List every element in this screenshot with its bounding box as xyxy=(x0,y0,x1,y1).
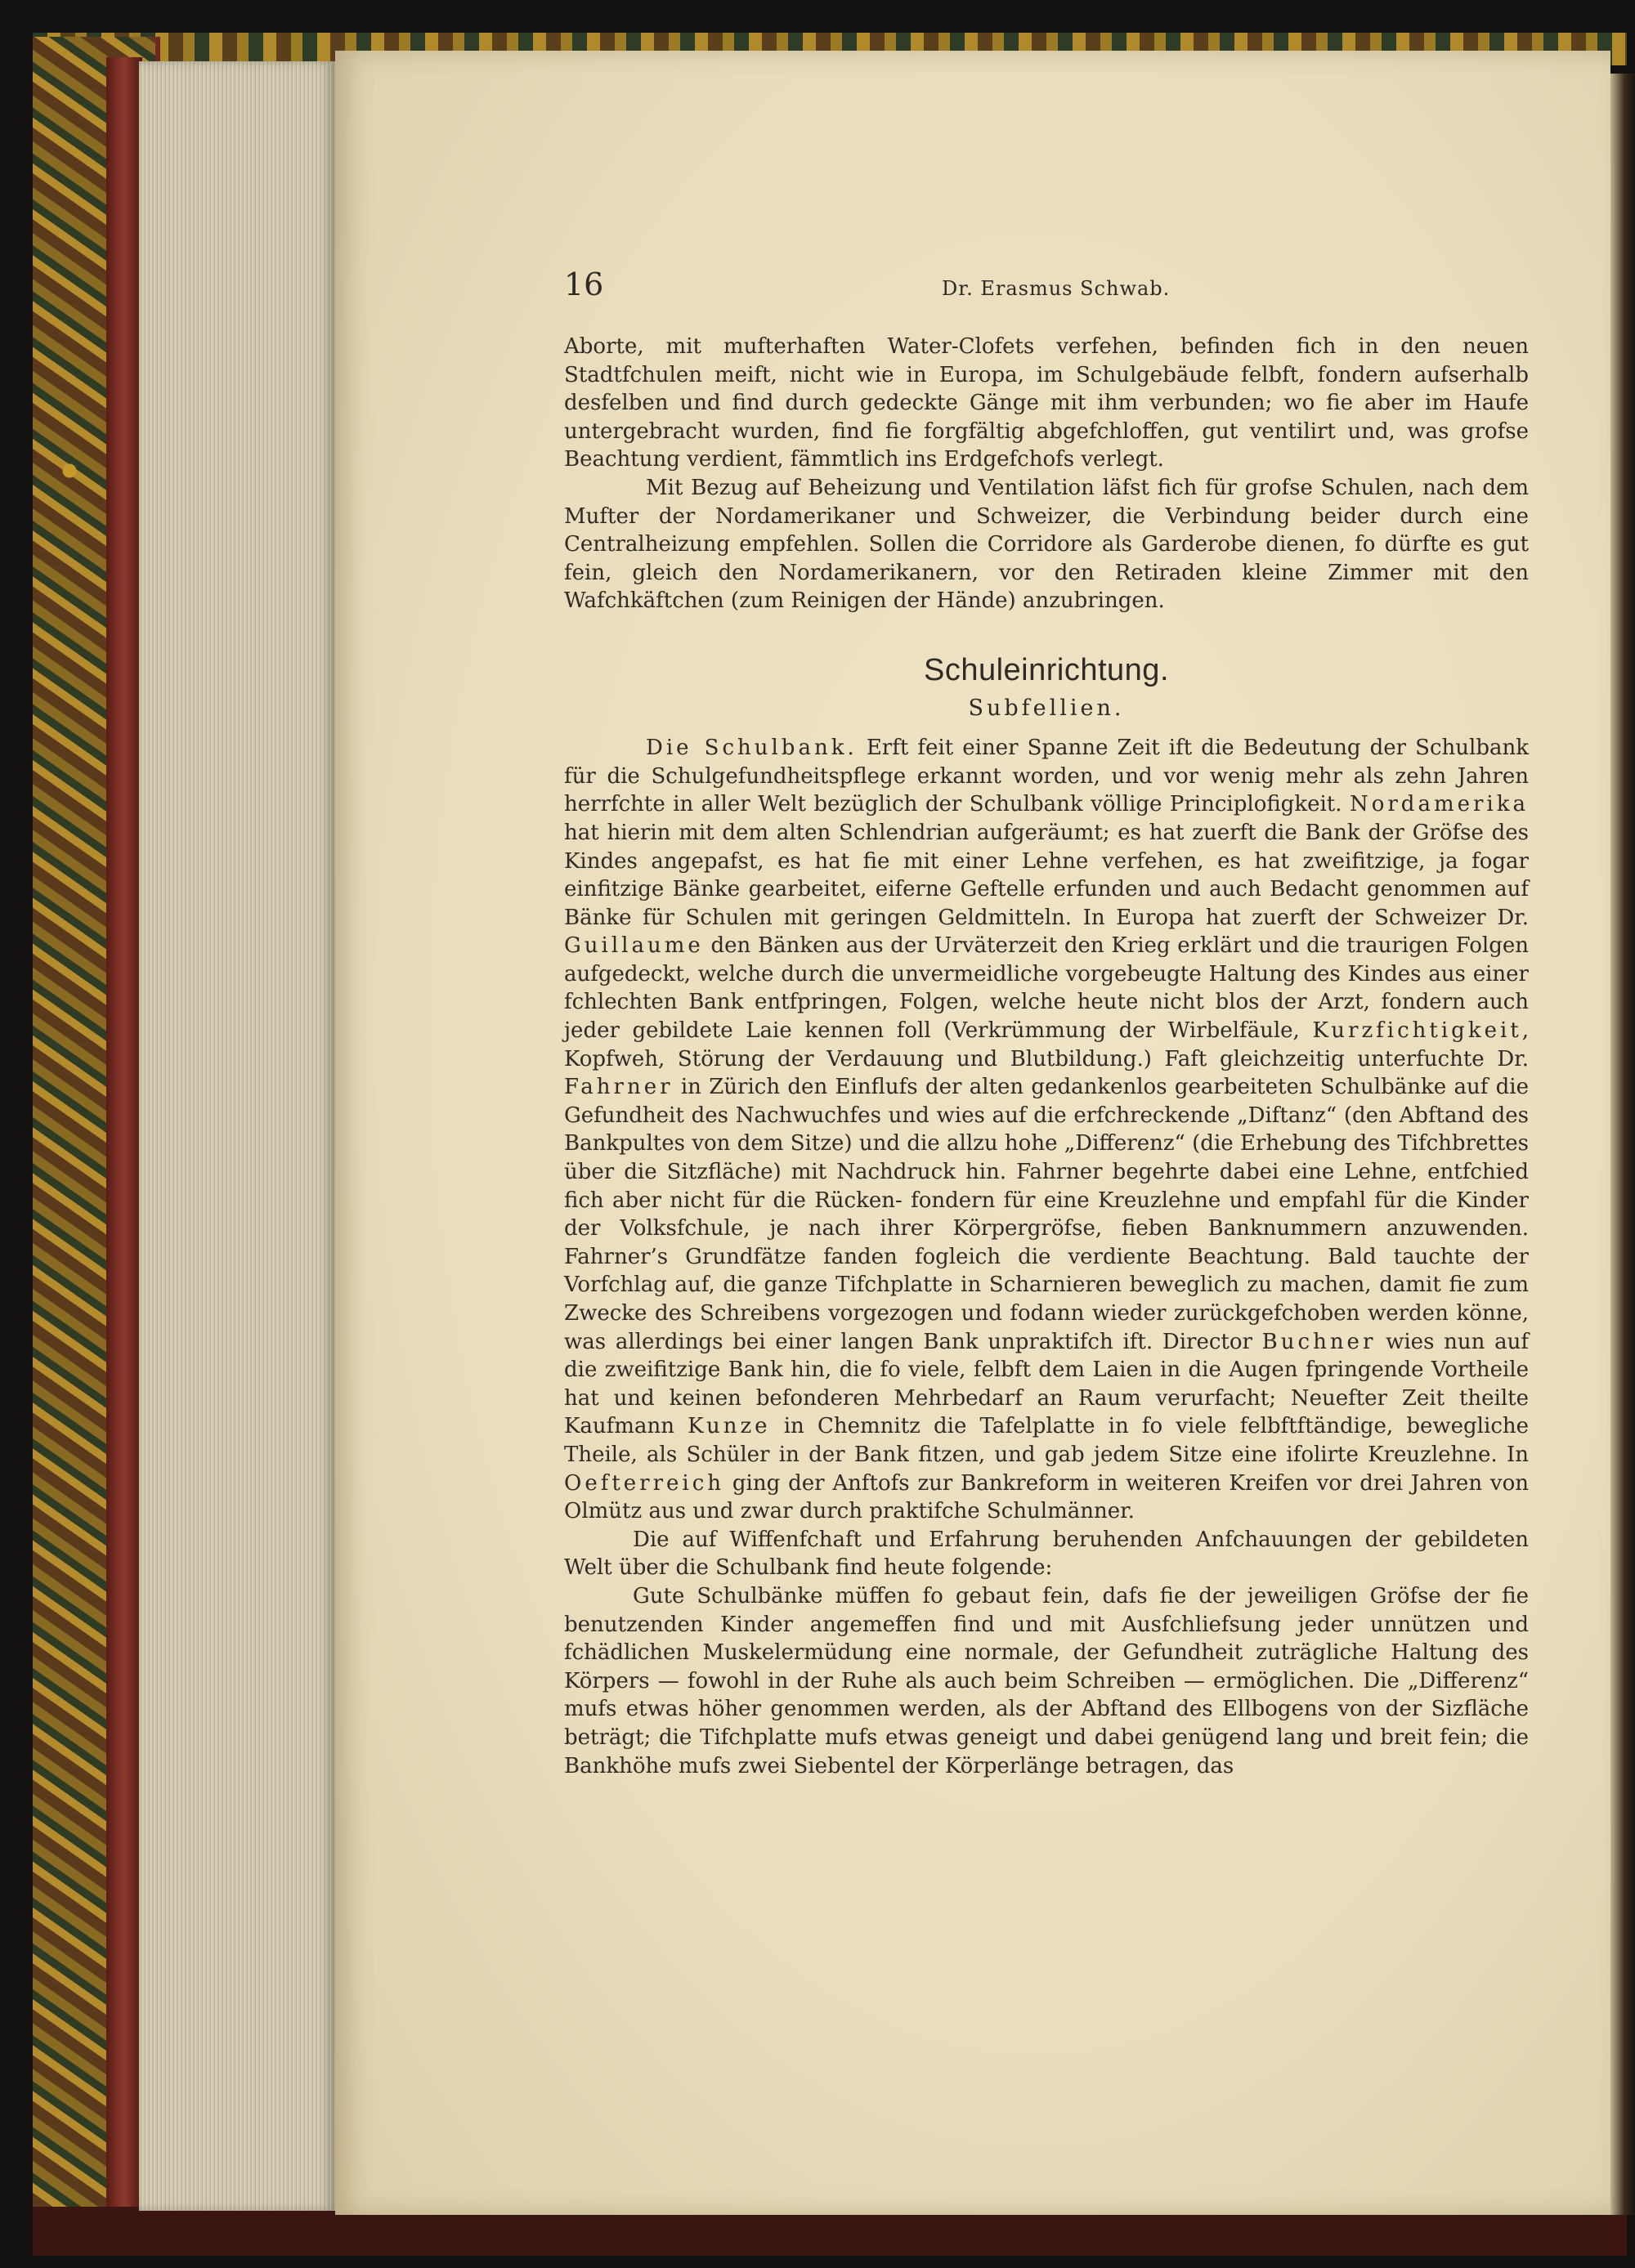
intro-paragraph-2: Mit Bezug auf Beheizung und Ventilation läfst fich für grofse Schulen, nach dem Mufter der Nordamerikaner und Schweizer, die Verbindung beider durch eine Centralheizung empfehlen. Sollen die Corridore als Garderobe dienen, fo dürfte es gut fein, gleich den Nordamerikanern, vor den Retiraden kleine Zimmer mit den Wafchkäftchen (zum Reinigen der Hände) anzubringen. xyxy=(564,475,1529,614)
spaced-name: Oefterreich xyxy=(564,1470,725,1496)
main-paragraph-1 xyxy=(564,734,1529,1526)
text-run: wies nun auf die zweifitzige Bank hin, die fo viele, felbft dem Laien in die Augen fpringende Vortheile hat und keinen befonderen Mehrbedarf an Raum verurfacht; Neuefter Zeit theilte Kaufmann xyxy=(564,1329,1529,1439)
text-run: Erft feit einer Spanne Zeit ift die Bedeutung der Schulbank für die Schulgefundheitspflege erkannt worden, und vor wenig mehr als zehn Jahren herrfchte in aller Welt bezüglich der Schulbank völlige Principlofigkeit. xyxy=(564,736,1530,817)
spaced-name: Fahrner xyxy=(564,1075,674,1100)
book-spine xyxy=(106,57,142,2215)
text-run: in Zürich den Einflufs der alten gedankenlos gearbeiteten Schulbänke auf die Gefundheit des Nachwuchfes und wies auf die erfchreckende „Diftanz“ (den Abftand des Bankpultes von dem Sitze) und die allzu hohe „Differenz“ (die Erhebung des Tifchbrettes über die Sitzfläche) mit Nachdruck hin. Fahrner begehrte dabei eine Lehne, entfchied fich aber nicht für die Rücken- fondern für eine Kreuzlehne und empfahl für die Kinder der Volksfchule, je nach ihrer Körpergröfse, fieben Banknummern anzuwenden. Fahrner’s Grundfätze fanden fogleich die verdiente Beachtung. Bald tauchte der Vorfchlag auf, die ganze Tifchplatte in Scharnieren beweglich zu machen, damit fie zum Zwecke des Schreibens vorgezogen und fodann wieder zurückgefchoben werden könne, was allerdings bei einer langen Bank unpraktifch ift. Director xyxy=(564,1075,1529,1354)
right-page-edge xyxy=(1609,74,1635,2215)
text-run: den Bänken aus der Urväterzeit den Krieg erklärt und die traurigen Folgen aufgedeckt, welche durch die unvermeidliche vorgebeugte Haltung des Kindes aus einer fchlechten Bank entfpringen, Folgen, welche heute nicht blos der Arzt, fondern auch jeder gebildete Laie kennen foll (Verkrümmung der Wirbelfäule, xyxy=(564,933,1529,1044)
spaced-name: Kunze xyxy=(688,1414,771,1439)
intro-paragraph-1: Aborte, mit mufterhaften Water-Clofets verfehen, befinden fich in den neuen Stadtfchulen meift, nicht wie in Europa, im Schulgebäude felbft, fondern aufserhalb desfelben und find durch gedeckte Gänge mit ihm verbunden; wo fie aber im Haufe untergebracht wurden, find fie forgfältig abgefchloffen, gut ventilirt und, was grofse Beachtung verdient, fämmtlich ins Erdgefchofs verlegt. xyxy=(564,334,1529,472)
section-subtitle: Subfellien. xyxy=(968,695,1125,721)
text-run: , Kopfweh, Störung der Verdauung und Blutbildung.) Faft gleichzeitig unterfuchte Dr. xyxy=(564,1018,1529,1071)
section-title: Schuleinrichtung. xyxy=(923,652,1169,687)
running-head: Dr. Erasmus Schwab. xyxy=(942,277,1171,300)
main-paragraph-3: Gute Schulbänke müffen fo gebaut fein, dafs fie der jeweiligen Gröfse der fie benutzenden Kinder angemeffen find und mit Ausfchliefsung jeder unnützen und fchädlichen Muskelermüdung eine normale, der Gefundheit zuträgliche Haltung des Körpers — fowohl in der Ruhe als auch beim Schreiben — ermöglichen. Die „Differenz“ mufs etwas höher genommen werden, als der Abftand des Ellbogens von der Sizfläche beträgt; die Tifchplatte mufs etwas geneigt und dabei genügend lang und breit fein; die Bankhöhe mufs zwei Siebentel der Körperlänge betragen, das xyxy=(564,1583,1529,1778)
text-run: in Chemnitz die Tafelplatte in fo viele felbftftändige, bewegliche Theile, als Schüler in der Bank fitzen, und gab jedem Sitze eine ifolirte Kreuzlehne. In xyxy=(564,1414,1530,1467)
page-edges xyxy=(139,61,335,2211)
spaced-name: Buchner xyxy=(1261,1329,1377,1354)
page-number: 16 xyxy=(564,266,604,302)
text-run: ging der Anftofs zur Bankreform in weiteren Kreifen vor drei Jahren von Olmütz aus und zwar durch praktifche Schulmänner. xyxy=(564,1470,1529,1524)
spaced-name: Nordamerika xyxy=(1349,792,1529,817)
page-body xyxy=(564,333,1529,1780)
main-paragraph-2: Die auf Wiffenfchaft und Erfahrung beruhenden Anfchauungen der gebildeten Welt über die Schulbank find heute folgende: xyxy=(564,1527,1529,1581)
spaced-name: Guillaume xyxy=(564,933,704,959)
lead-term: Die Schulbank. xyxy=(646,736,858,761)
text-run: hat hierin mit dem alten Schlendrian aufgeräumt; es hat zuerft die Bank der Gröfse des Kindes angepafst, es hat fie mit einer Lehne verfehen, es hat zweifitzige, ja fogar einfitzige Bänke gearbeitet, eiferne Geftelle erfunden und auch Bedacht genommen auf Bänke für Schulen mit geringen Geldmitteln. In Europa hat zuerft der Schweizer Dr. xyxy=(564,820,1529,930)
spaced-name: Kurzfichtigkeit xyxy=(1312,1018,1522,1044)
